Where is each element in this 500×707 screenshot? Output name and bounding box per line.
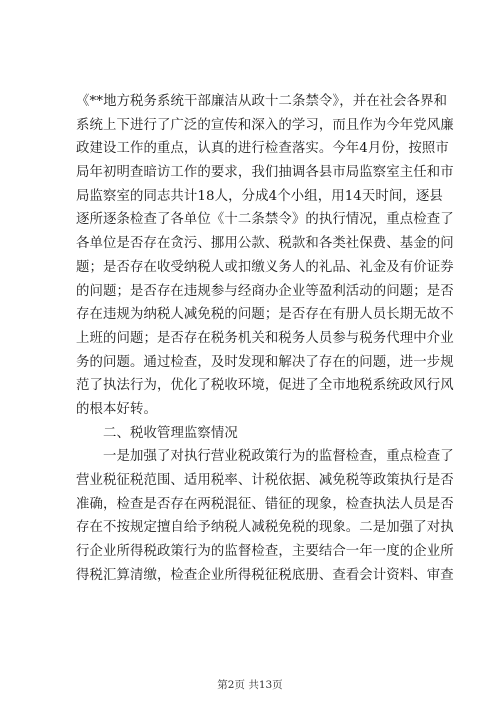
text-line: 的根本好转。 bbox=[76, 401, 157, 417]
text-line: 行企业所得税政策行为的监督检查，主要结合一年一度的企业所 bbox=[76, 544, 454, 560]
text-line: 局监察室的同志共计18人，分成4个小组，用14天时间，逐县 bbox=[76, 188, 443, 204]
text-line: 一是加强了对执行营业税政策行为的监督检查，重点检查了 bbox=[103, 449, 454, 465]
text-line: 系统上下进行了广泛的宣传和深入的学习，而且作为今年党风廉 bbox=[76, 117, 454, 133]
text-line: 务的问题。通过检查，及时发现和解决了存在的问题，进一步规 bbox=[76, 354, 454, 370]
text-line: 得税汇算清缴，检查企业所得税征税底册、查看会计资料、审查 bbox=[76, 567, 454, 583]
text-line: 题；是否存在收受纳税人或扣缴义务人的礼品、礼金及有价证券 bbox=[76, 259, 454, 275]
text-line: 营业税征税范围、适用税率、计税依据、减免税等政策执行是否 bbox=[76, 473, 454, 488]
section-heading: 二、税收管理监察情况 bbox=[103, 425, 238, 441]
text-line: 存在违规为纳税人减免税的问题；是否存在有册人员长期无故不 bbox=[76, 307, 454, 323]
text-line: 的问题；是否存在违规参与经商办企业等盈利活动的问题；是否 bbox=[76, 283, 454, 299]
text-line: 准确，检查是否存在两税混征、错征的现象，检查执法人员是否 bbox=[76, 496, 454, 512]
text-line: 《**地方税务系统干部廉洁从政十二条禁令》，并在社会各界和 bbox=[76, 94, 448, 109]
page-footer: 第2页 共13页 bbox=[217, 679, 283, 691]
text-line: 存在不按规定擅自给予纳税人减税免税的现象。二是加强了对执 bbox=[76, 520, 454, 536]
text-line: 范了执法行为，优化了税收环境，促进了全市地税系统政风行风 bbox=[76, 378, 454, 394]
text-line: 逐所逐条检查了各单位《十二条禁令》的执行情况，重点检查了 bbox=[76, 212, 454, 228]
body-text bbox=[76, 90, 454, 587]
text-line: 局年初明查暗访工作的要求，我们抽调各县市局监察室主任和市 bbox=[76, 165, 454, 181]
text-line: 各单位是否存在贪污、挪用公款、税款和各类社保费、基金的问 bbox=[76, 236, 454, 252]
text-line: 政建设工作的重点，认真的进行检查落实。今年4月份，按照市 bbox=[76, 141, 449, 157]
text-line: 上班的问题；是否存在税务机关和税务人员参与税务代理中介业 bbox=[76, 330, 454, 346]
